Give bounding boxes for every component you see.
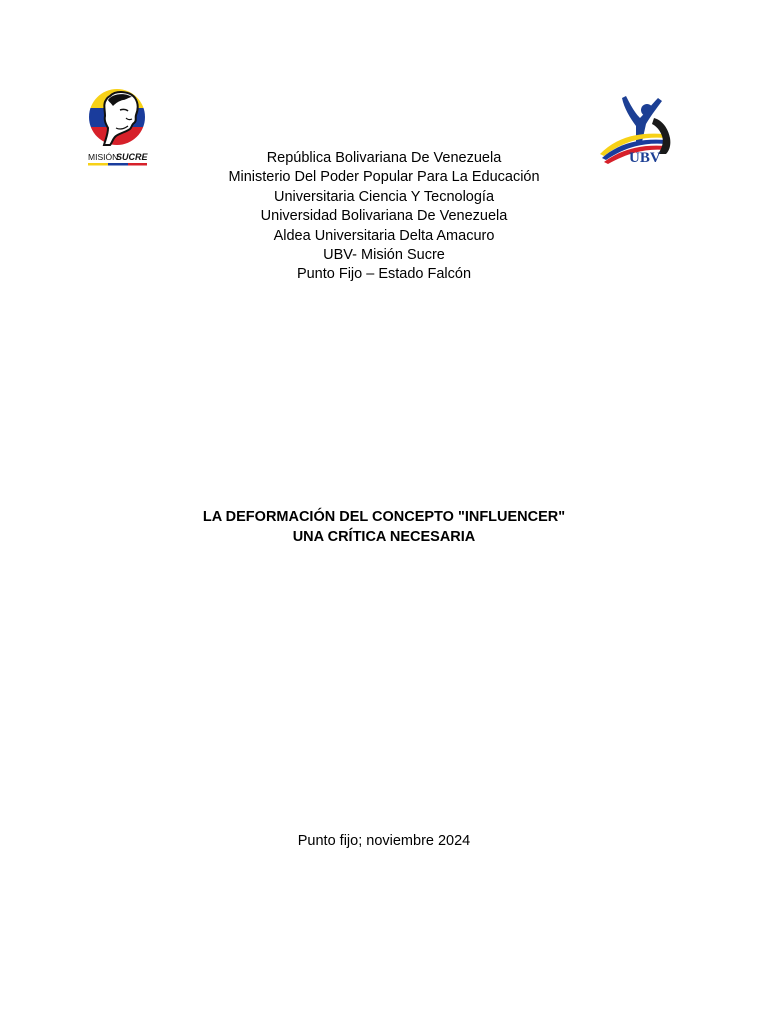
mision-text: MISIÓN xyxy=(88,152,119,162)
header-line-aldea: Aldea Universitaria Delta Amacuro xyxy=(273,227,495,244)
header-line-university: Universidad Bolivariana De Venezuela xyxy=(260,208,508,225)
ubv-text: UBV xyxy=(629,150,661,166)
header-line-mision: UBV- Misión Sucre xyxy=(323,247,445,264)
header-line-science: Universitaria Ciencia Y Tecnología xyxy=(273,188,495,205)
place-date: Punto fijo; noviembre 2024 xyxy=(297,833,471,849)
header-line-ministry: Ministerio Del Poder Popular Para La Educación xyxy=(228,169,540,186)
header-line-republic: República Bolivariana De Venezuela xyxy=(266,150,502,166)
sucre-text: SUCRE xyxy=(116,152,148,162)
title-line-2: UNA CRÍTICA NECESARIA xyxy=(292,528,476,545)
header-line-location: Punto Fijo – Estado Falcón xyxy=(296,266,472,283)
document-title xyxy=(0,508,768,547)
title-line-1: LA DEFORMACIÓN DEL CONCEPTO "INFLUENCER" xyxy=(202,509,566,525)
institution-header xyxy=(0,149,768,285)
